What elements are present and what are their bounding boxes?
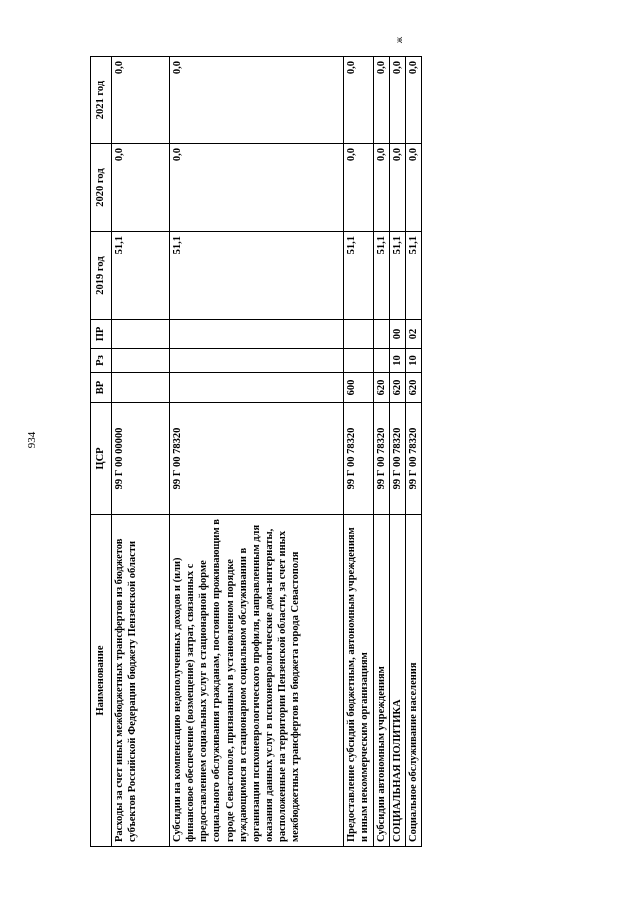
row-2019: 51,1: [374, 232, 390, 320]
row-vr: 620: [390, 373, 406, 403]
row-csr: 99 Г 00 78320: [344, 403, 374, 515]
row-2019: 51,1: [344, 232, 374, 320]
table-row: [170, 57, 344, 847]
row-rz: 10: [406, 349, 422, 373]
header-2021: 2021 год: [91, 57, 112, 144]
row-vr: 620: [374, 373, 390, 403]
row-pr: [170, 320, 344, 349]
row-2019: 51,1: [112, 232, 170, 320]
row-csr: 99 Г 00 00000: [112, 403, 170, 515]
row-csr: 99 Г 00 78320: [170, 403, 344, 515]
header-name: Наименование: [91, 515, 112, 847]
row-rz: [344, 349, 374, 373]
budget-table-container: [90, 57, 420, 847]
row-pr: [374, 320, 390, 349]
header-vr: ВР: [91, 373, 112, 403]
header-2020: 2020 год: [91, 144, 112, 232]
row-vr: 600: [344, 373, 374, 403]
row-csr: 99 Г 00 78320: [374, 403, 390, 515]
row-2020: 0,0: [344, 144, 374, 232]
row-pr: 02: [406, 320, 422, 349]
row-vr: 620: [406, 373, 422, 403]
corner-mark: ж: [394, 36, 404, 44]
row-2020: 0,0: [390, 144, 406, 232]
header-rz: Рз: [91, 349, 112, 373]
row-name: Социальное обслуживание населения: [406, 515, 422, 847]
row-2021: 0,0: [374, 57, 390, 144]
row-2020: 0,0: [170, 144, 344, 232]
row-2021: 0,0: [406, 57, 422, 144]
table-row: [406, 57, 422, 847]
row-2019: 51,1: [170, 232, 344, 320]
row-2021: 0,0: [112, 57, 170, 144]
row-2019: 51,1: [390, 232, 406, 320]
table-row: [112, 57, 170, 847]
header-pr: ПР: [91, 320, 112, 349]
page-number: 934: [26, 431, 38, 449]
row-name: Расходы за счет иных межбюджетных трансфертов из бюджетов субъектов Российской Федерации бюджету Пензенской области: [112, 515, 170, 847]
row-2020: 0,0: [406, 144, 422, 232]
row-vr: [170, 373, 344, 403]
header-csr: ЦСР: [91, 403, 112, 515]
row-rz: [112, 349, 170, 373]
table-row: [344, 57, 374, 847]
row-pr: 00: [390, 320, 406, 349]
table-header-row: [91, 57, 112, 847]
budget-table: [90, 56, 422, 847]
row-rz: 10: [390, 349, 406, 373]
row-rz: [374, 349, 390, 373]
row-pr: [344, 320, 374, 349]
row-2021: 0,0: [170, 57, 344, 144]
row-csr: 99 Г 00 78320: [390, 403, 406, 515]
row-name: СОЦИАЛЬНАЯ ПОЛИТИКА: [390, 515, 406, 847]
row-csr: 99 Г 00 78320: [406, 403, 422, 515]
header-2019: 2019 год: [91, 232, 112, 320]
row-name: Субсидии на компенсацию недополученных доходов и (или) финансовое обеспечение (возмещение) затрат, связанных с предоставлением социальных услуг в стационарной форме социального обслуживания гражданам, постоянно проживающим в городе Севастополе, признанным в установленном порядке нуждающимися в стационарном социальном обслуживании в организации психоневрологического профиля, направленным для оказания данных услуг в психоневрологические дома-интернаты, расположенные на территории Пензенской области, за счет иных межбюджетных трансфертов из бюджета города Севастополя: [170, 515, 344, 847]
row-2021: 0,0: [390, 57, 406, 144]
row-name: Субсидии автономным учреждениям: [374, 515, 390, 847]
table-row: [390, 57, 406, 847]
row-name: Предоставление субсидий бюджетным, автономным учреждениям и иным некоммерческим организациям: [344, 515, 374, 847]
row-2020: 0,0: [112, 144, 170, 232]
row-2019: 51,1: [406, 232, 422, 320]
row-vr: [112, 373, 170, 403]
table-row: [374, 57, 390, 847]
row-pr: [112, 320, 170, 349]
row-rz: [170, 349, 344, 373]
row-2021: 0,0: [344, 57, 374, 144]
row-2020: 0,0: [374, 144, 390, 232]
